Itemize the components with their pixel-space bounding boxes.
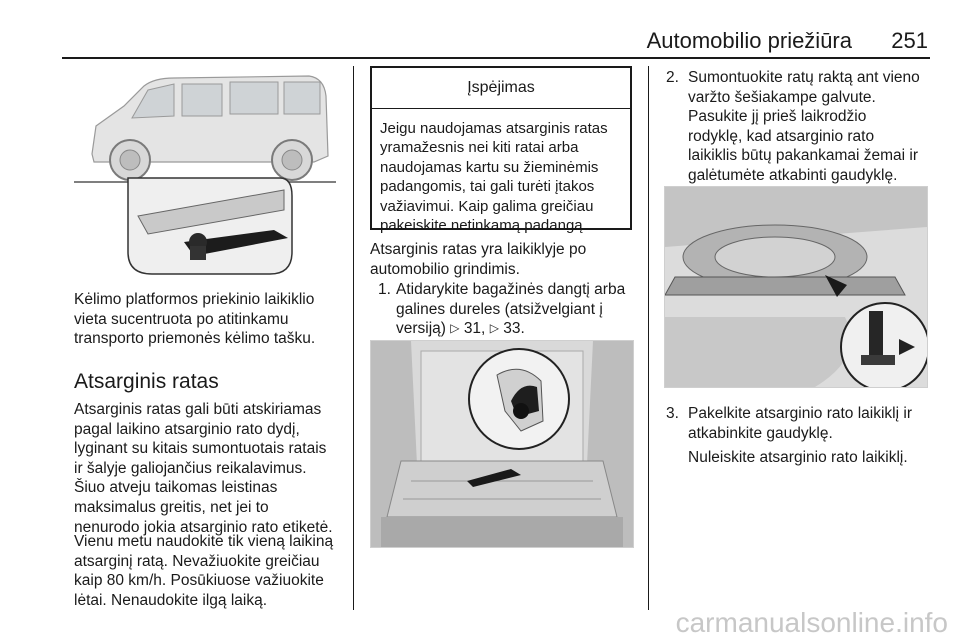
- step-line: galines dureles (atsižvelgiant į: [396, 300, 603, 318]
- step-line: Pakelkite atsarginio rato laikiklį ir: [688, 405, 912, 422]
- step-line: Sumontuokite ratų raktą ant vieno: [688, 69, 920, 86]
- running-header-title: Automobilio priežiūra: [646, 28, 852, 53]
- warning-line: pakeiskite netinkamą padangą.: [380, 217, 587, 235]
- warning-line: padangomis, tai gali turėti įtakos: [380, 178, 595, 196]
- warning-line: yramažesnis nei kiti ratai arba: [380, 139, 579, 157]
- spare-wheel-paragraph: [74, 400, 333, 537]
- step-number: 3.: [666, 405, 679, 422]
- paragraph-line: atsarginį ratą. Nevažiuokite greičiau: [74, 552, 320, 570]
- warning-line: važiavimui. Kaip galima greičiau: [380, 197, 594, 215]
- step-number: 1.: [378, 281, 391, 298]
- warning-text: [372, 109, 630, 235]
- paragraph-line: lyginant su kitais sumontuotais ratais: [74, 440, 327, 458]
- page-reference-link[interactable]: 31,: [463, 320, 486, 338]
- paragraph-line: nenurodo jokia atsarginio rato etiketė.: [74, 518, 333, 536]
- paragraph-line: kaip 80 km/h. Posūkiuose važiuokite: [74, 572, 324, 590]
- arrow-right-triangle-icon: ▷: [489, 321, 499, 336]
- speed-limit-paragraph: [74, 532, 333, 610]
- column-divider-right: [648, 66, 649, 610]
- header-rule: [62, 57, 930, 59]
- paragraph-line: Atsarginis ratas gali būti atskiriamas: [74, 401, 322, 418]
- watermark: carmanualsonline.info: [675, 607, 948, 638]
- step-3: [666, 404, 936, 444]
- paragraph-line: Šiuo atveju taikomas leistinas: [74, 479, 278, 497]
- step-3-sub-instruction: Nuleiskite atsarginio rato laikiklį.: [688, 449, 908, 466]
- step-line: Atidarykite bagažinės dangtį arba: [396, 281, 626, 298]
- step-line: atkabinkite gaudyklę.: [688, 424, 833, 442]
- caption-line: Kėlimo platformos priekinio laikiklio: [74, 291, 315, 308]
- paragraph-line: pagal laikino atsarginio rato dydį,: [74, 420, 300, 438]
- warning-box: [370, 66, 632, 235]
- step-text: [396, 280, 625, 339]
- step-text: [688, 68, 920, 186]
- warning-line: naudojamas kartu su žieminėmis: [380, 158, 599, 176]
- step-line: galėtumėte atkabinti gaudyklę.: [688, 166, 898, 184]
- step-1: [378, 280, 634, 340]
- page-number: 251: [891, 28, 928, 53]
- step-line: versiją): [396, 320, 446, 338]
- cargo-area-illustration: [370, 340, 634, 548]
- paragraph-line: lėtai. Nenaudokite ilgą laiką.: [74, 591, 268, 609]
- paragraph-line: ir šalyje galiojančius reikalavimus.: [74, 459, 307, 477]
- spare-wheel-location-text: [370, 240, 586, 279]
- arrow-right-triangle-icon: ▷: [450, 321, 460, 336]
- step-line: varžto šešiakampe galvute.: [688, 88, 876, 106]
- step-line: laikiklis būtų pakankamai žemai ir: [688, 147, 919, 165]
- step-line: rodyklę, kad atsarginio rato: [688, 127, 875, 145]
- vehicle-lift-point-illustration: [74, 66, 336, 276]
- paragraph-line: maksimalus greitis, net jei to: [74, 498, 269, 516]
- warning-line: Jeigu naudojamas atsarginis ratas: [380, 120, 608, 137]
- column-divider-left: [353, 66, 354, 610]
- step-number: 2.: [666, 69, 679, 86]
- step-line: Pasukite jį prieš laikrodžio: [688, 108, 867, 126]
- warning-title: Įspėjimas: [372, 68, 630, 109]
- section-heading: Atsarginis ratas: [74, 370, 219, 393]
- paragraph-line: Atsarginis ratas yra laikiklyje po: [370, 241, 587, 258]
- step-text: [688, 404, 912, 443]
- caption-line: vieta sucentruota po atitinkamu: [74, 310, 289, 328]
- caption-line: transporto priemonės kėlimo tašku.: [74, 330, 316, 348]
- paragraph-line: automobilio grindimis.: [370, 260, 520, 278]
- illustration-caption: [74, 290, 315, 349]
- paragraph-line: Vienu metu naudokite tik vieną laikiną: [74, 533, 334, 550]
- spare-wheel-carrier-illustration: [664, 186, 928, 388]
- page-reference-link[interactable]: 33.: [503, 320, 525, 338]
- step-2: [666, 68, 936, 192]
